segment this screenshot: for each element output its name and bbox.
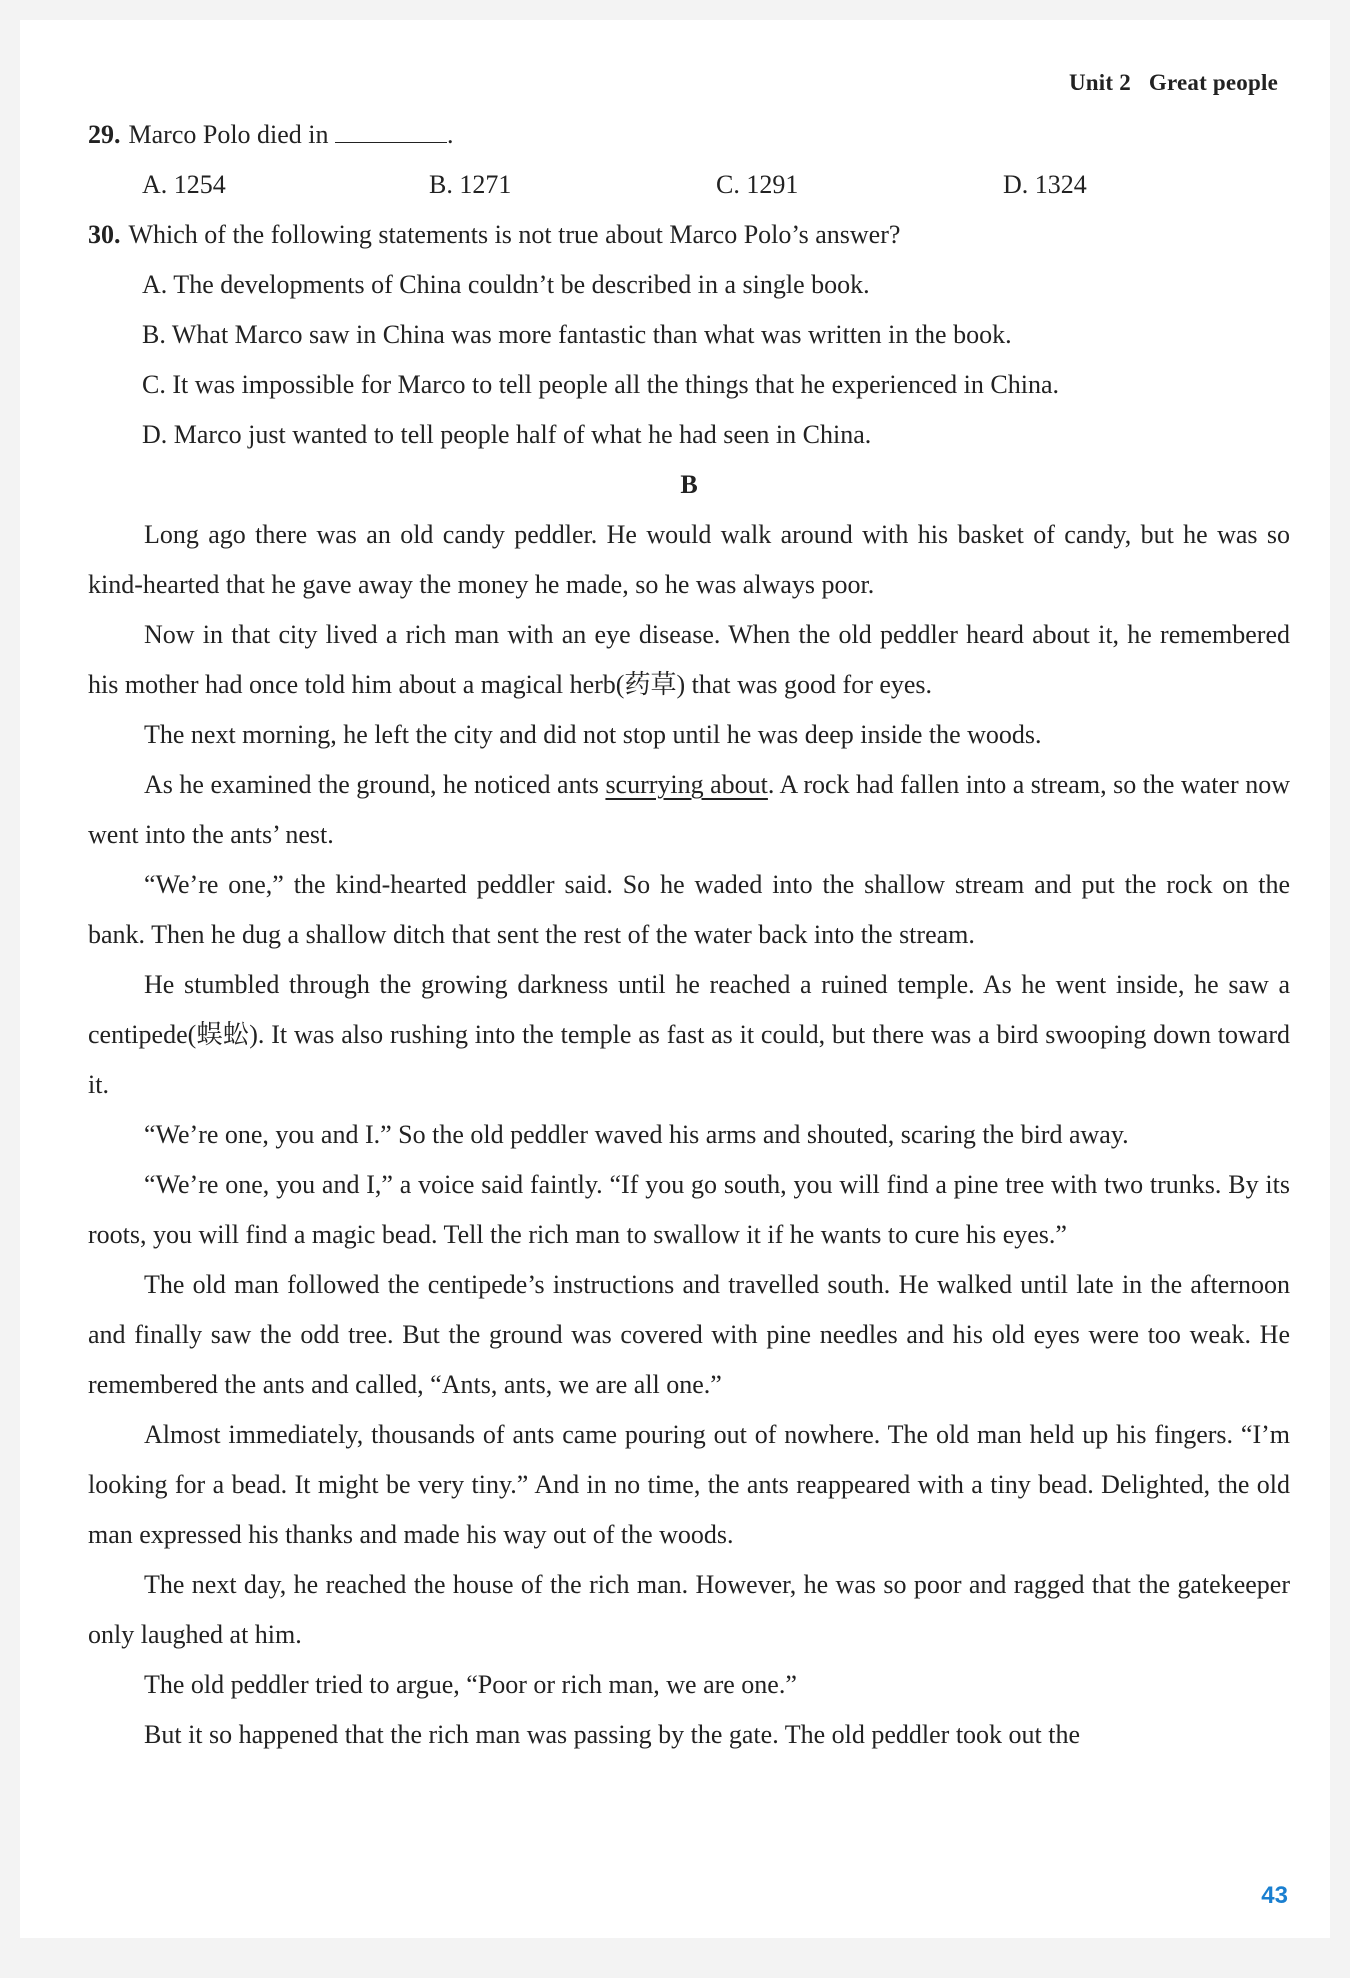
question-29-options xyxy=(88,160,1290,210)
text-segment: As he examined the ground, he noticed ants xyxy=(144,770,606,799)
passage-paragraph: “We’re one, you and I.” So the old peddler waved his arms and shouted, scaring the bird away. xyxy=(144,1120,1129,1149)
unit-title: Great people xyxy=(1148,70,1278,95)
passage-paragraph: The old peddler tried to argue, “Poor or rich man, we are one.” xyxy=(144,1670,797,1699)
answer-blank[interactable] xyxy=(335,118,447,143)
passage-paragraph: “We’re one, you and I,” a voice said faintly. “If you go south, you will find a pine tree with two trunks. By its roots, you will find a magic bead. Tell the rich man to swallow it if he wants to cure his eyes.” xyxy=(88,1170,1290,1249)
passage-paragraph: The old man followed the centipede’s instructions and travelled south. He walked until late in the afternoon and finally saw the odd tree. But the ground was covered with pine needles and his old eyes were too weak. He remembered the ants and called, “Ants, ants, we are all one.” xyxy=(88,1270,1290,1399)
option-b[interactable]: B. 1271 xyxy=(429,170,512,199)
option-a[interactable]: A. 1254 xyxy=(142,170,226,199)
option-b[interactable]: B. What Marco saw in China was more fantastic than what was written in the book. xyxy=(142,320,1012,349)
passage-paragraph: Almost immediately, thousands of ants came pouring out of nowhere. The old man held up his fingers. “I’m looking for a bead. It might be very tiny.” And in no time, the ants reappeared with a tiny bead. Delighted, the old man expressed his thanks and made his way out of the woods. xyxy=(88,1420,1290,1549)
underlined-phrase: scurrying about xyxy=(605,770,768,799)
question-end-mark: . xyxy=(447,120,454,149)
page-number: 43 xyxy=(1261,1882,1288,1909)
passage-paragraph: Long ago there was an old candy peddler. He would walk around with his basket of candy, but he was so kind-hearted that he gave away the money he made, so he was always poor. xyxy=(88,520,1290,599)
question-number: 30. xyxy=(88,220,121,249)
passage-paragraph xyxy=(88,760,1290,860)
page-header xyxy=(1069,70,1278,96)
option-d[interactable]: D. Marco just wanted to tell people half of what he had seen in China. xyxy=(142,420,872,449)
option-c[interactable]: C. 1291 xyxy=(716,170,799,199)
passage-paragraph: He stumbled through the growing darkness until he reached a ruined temple. As he went inside, he saw a centipede(蜈蚣). It was also rushing into the temple as fast as it could, but there was a bird swooping down toward it. xyxy=(88,970,1290,1099)
question-29 xyxy=(88,110,1290,160)
passage-paragraph: But it so happened that the rich man was passing by the gate. The old peddler took out the xyxy=(144,1720,1081,1749)
section-heading: B xyxy=(680,470,698,499)
page-content xyxy=(88,110,1290,1760)
option-c[interactable]: C. It was impossible for Marco to tell people all the things that he experienced in China. xyxy=(142,370,1059,399)
text-segment: . A rock had fallen into a stream, so the water now went into the ants’ nest. xyxy=(88,770,1290,849)
option-d[interactable]: D. 1324 xyxy=(1003,170,1087,199)
unit-label: Unit 2 xyxy=(1069,70,1131,95)
option-a[interactable]: A. The developments of China couldn’t be described in a single book. xyxy=(142,270,870,299)
question-number: 29. xyxy=(88,120,121,149)
question-30 xyxy=(88,210,1290,260)
passage-paragraph: The next day, he reached the house of the rich man. However, he was so poor and ragged that the gatekeeper only laughed at him. xyxy=(88,1570,1290,1649)
worksheet-page xyxy=(20,20,1330,1938)
passage-paragraph: Now in that city lived a rich man with an eye disease. When the old peddler heard about it, he remembered his mother had once told him about a magical herb(药草) that was good for eyes. xyxy=(88,620,1290,699)
passage-paragraph: The next morning, he left the city and did not stop until he was deep inside the woods. xyxy=(144,720,1042,749)
question-stem: Marco Polo died in xyxy=(128,120,329,149)
question-stem: Which of the following statements is not true about Marco Polo’s answer? xyxy=(128,220,901,249)
passage-paragraph: “We’re one,” the kind-hearted peddler said. So he waded into the shallow stream and put the rock on the bank. Then he dug a shallow ditch that sent the rest of the water back into the stream. xyxy=(88,870,1290,949)
